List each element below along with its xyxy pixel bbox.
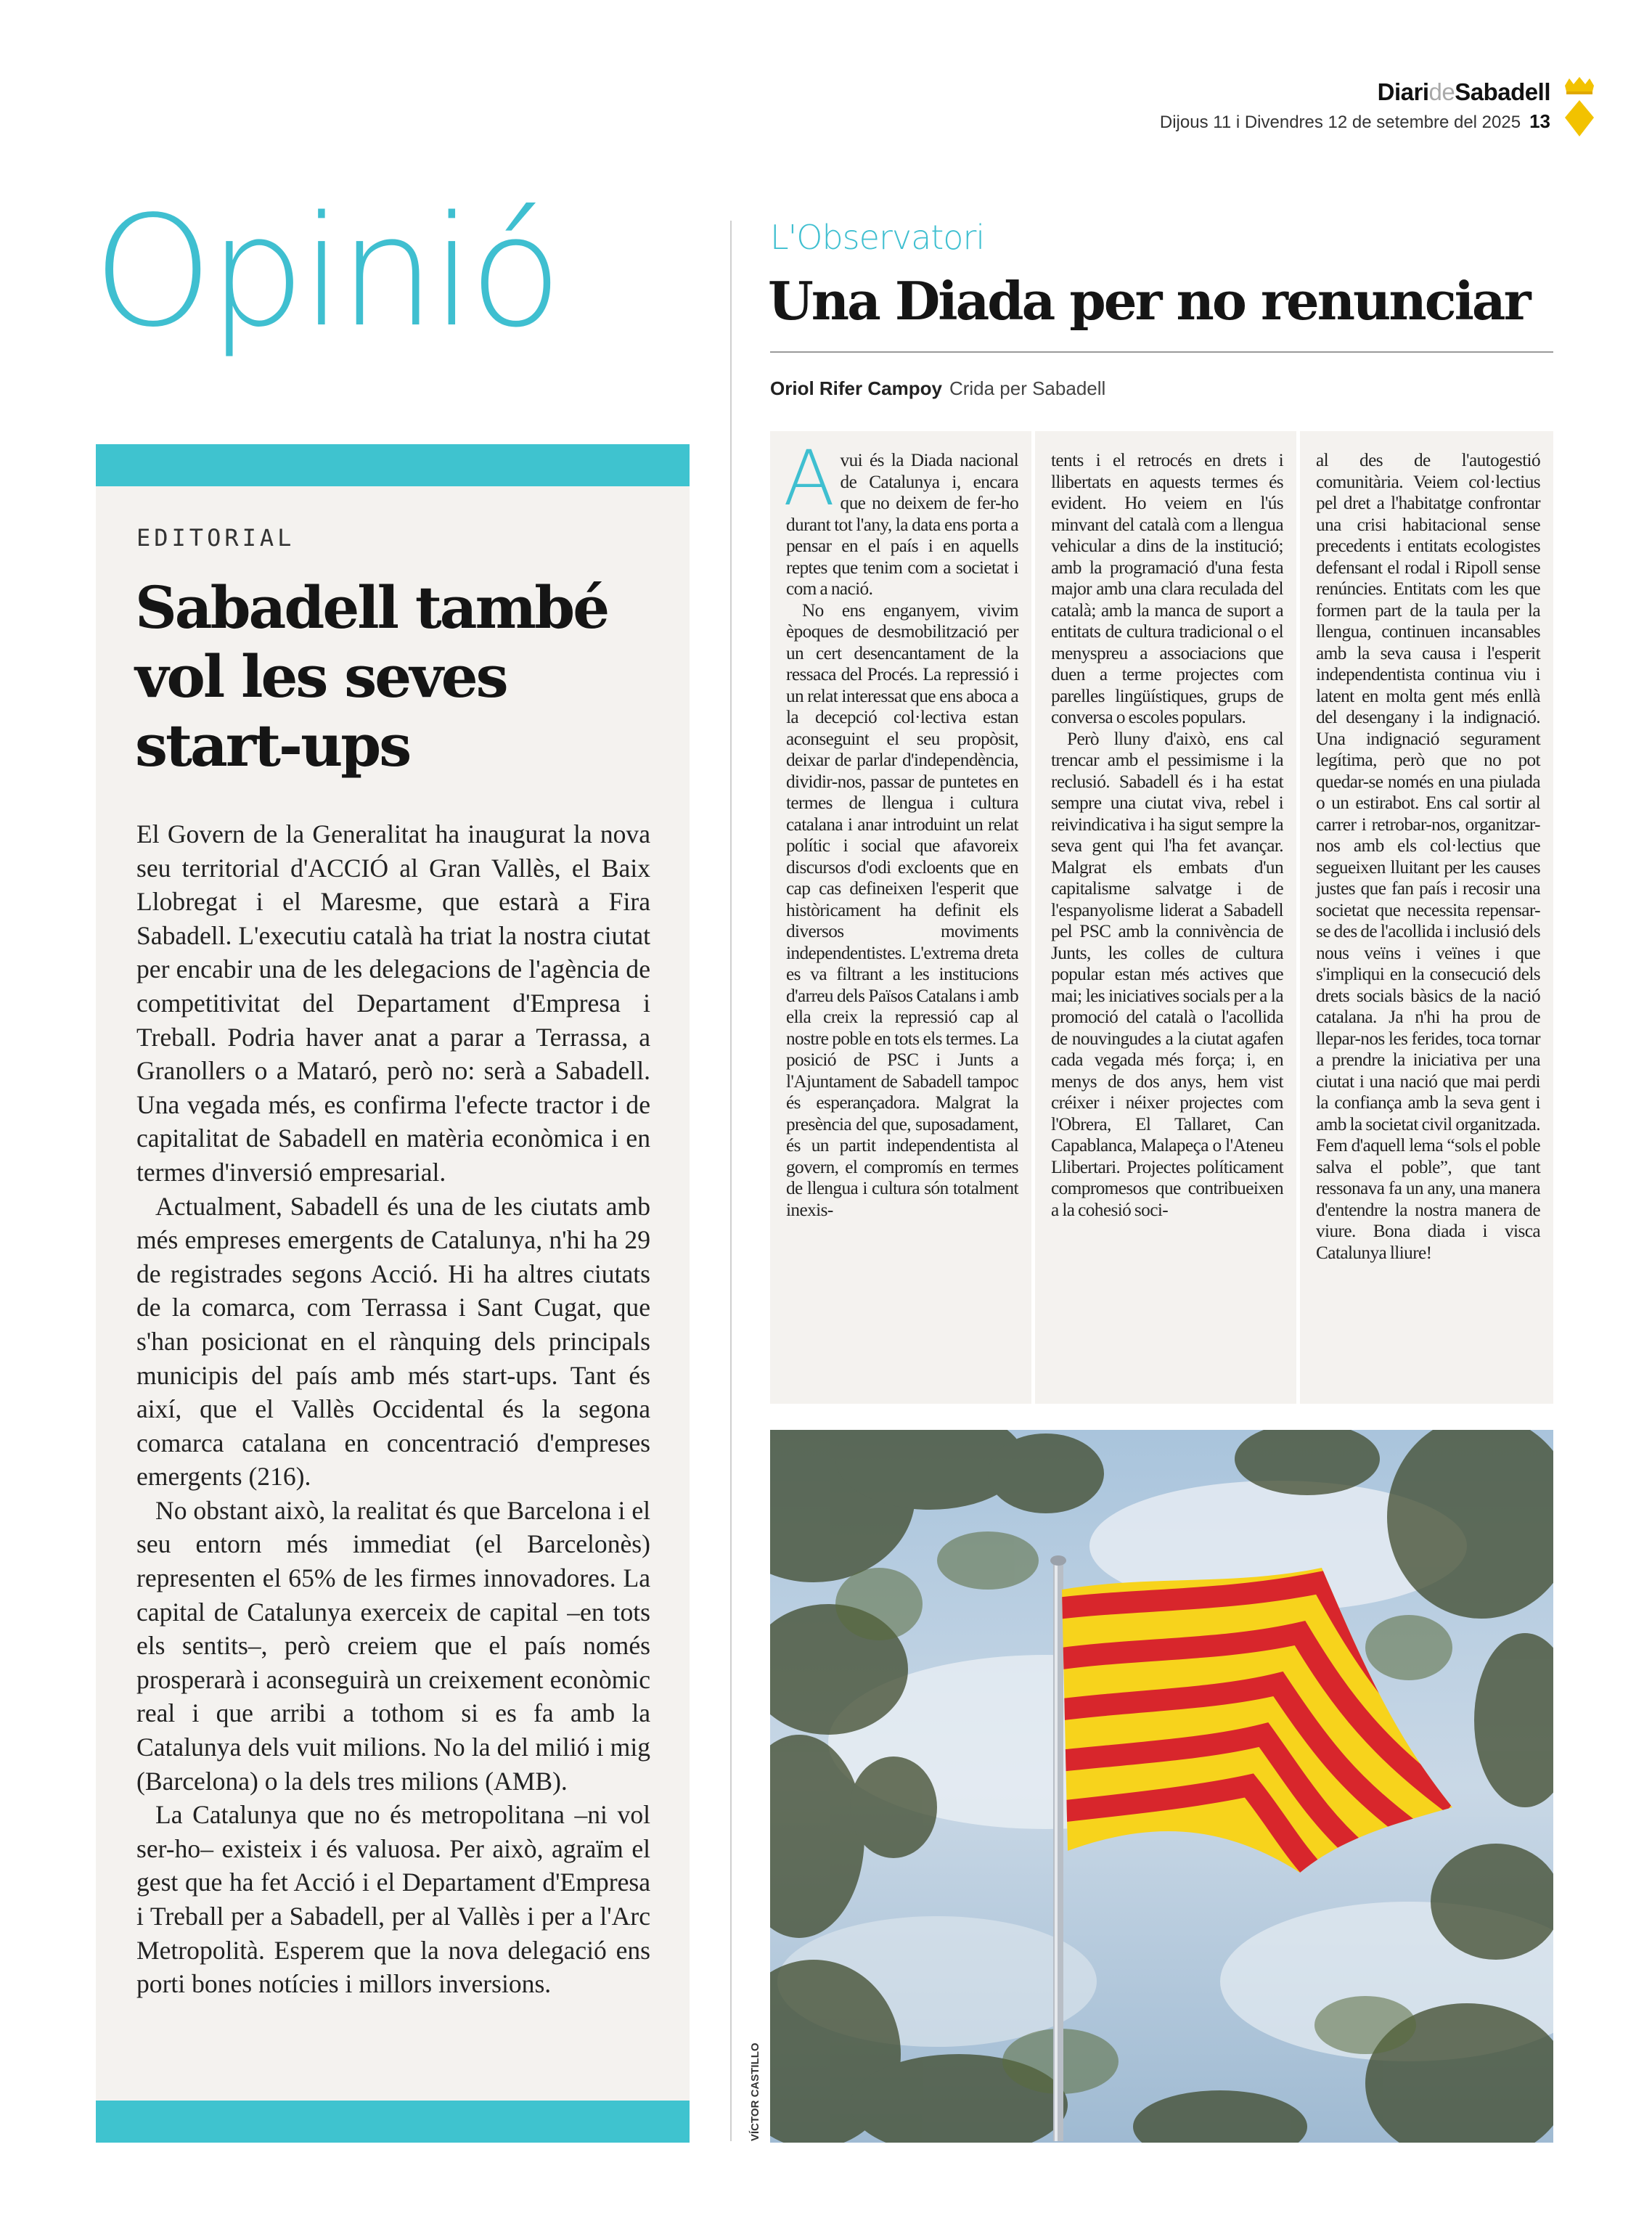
photo-credit: VÍCTOR CASTILLO — [749, 2042, 761, 2141]
masthead — [1160, 78, 1550, 133]
article-paragraph: No ens enganyem, vivim èpoques de desmobilització per un cert desencantament de la ressaca del Procés. La repressió i un relat interessat que ens aboca a la decepció col·lectiva estan aconseguint el seu propòsit, deixar de parlar d'independència, dividir-nos, passar de puntetes en termes de llengua i cultura catalana i anar introduint un relat polític i social que afavoreix discursos d'odi excloents que en cap cas defineixen l'esperit que històricament ha definit els diversos moviments independentistes. L'extrema dreta es va filtrant a les institucions d'arreu dels Països Catalans i amb ella creix la repressió cap al nostre poble en tots els termes. La posició de PSC i Junts a l'Ajuntament de Sabadell tampoc és esperançadora. Malgrat la presència del que, suposadament, és un partit independentista al govern, el compromís en termes de llengua i cultura són totalment inexis- — [786, 600, 1018, 1220]
article-column-2 — [1035, 431, 1296, 1404]
article-paragraph: Però lluny d'això, ens cal trencar amb el pessimisme i la reclusió. Sabadell és i ha estat sempre una ciutat viva, rebel i reivindicativa i ha sigut sempre la seva gent qui l'ha fet avançar. Malgrat els embats d'un capitalisme salvatge i de l'espanyolisme liderat a Sabadell pel PSC amb la connivència de Junts, les colles de cultura popular estan més actives que mai; les iniciatives socials per a la promoció del català o l'acollida de nouvingudes a la ciutat agafen cada vegada més força; i, en menys de dos anys, hem vist créixer i néixer projectes com l'Obrera, El Tallaret, Can Capablanca, Malapeça o l'Ateneu Llibertari. Projectes políticament compromesos que contribueixen a la cohesió soci- — [1051, 728, 1283, 1220]
drop-cap: A — [783, 434, 835, 523]
dateline: Dijous 11 i Divendres 12 de setembre del 2025 13 — [1159, 110, 1550, 132]
flag-photo — [770, 1430, 1553, 2143]
editorial-kicker: EDITORIAL — [136, 524, 295, 552]
brand-logo: DiarideSabadell — [1377, 78, 1550, 105]
observatori-headline: Una Diada per no renunciar — [768, 270, 1529, 332]
editorial-paragraph: El Govern de la Generalitat ha inaugurat la nova seu territorial d'ACCIÓ al Gran Vallès, el Baix Llobregat i el Maresme, que estarà a Fira Sabadell. L'executiu català ha triat la nostra ciutat per encabir una de les delegacions de l'agència de competitivitat del Departament d'Empresa i Treball. Podria haver anat a parar a Terrassa, a Granollers o a Mataró, però no: serà a Sabadell. Una vegada més, es confirma l'efecte tractor i de capitalitat de Sabadell en matèria econòmica i en termes d'inversió empresarial. — [136, 819, 650, 1187]
editorial-paragraph: La Catalunya que no és metropolitana –ni vol ser-ho– existeix i és valuosa. Per això, agraïm el gest que ha fet Acció i el Departament d'Empresa i Treball per a Sabadell, per al Vallès i per a l'Arc Metropolità. Esperem que la nova delegació ens porti bones notícies i millors inversions. — [136, 1800, 650, 1999]
byline — [770, 377, 1105, 400]
article-paragraph: tents i el retrocés en drets i llibertats en aquests termes és evident. Ho veiem en l'ús minvant del català com a llengua vehicular a dins de la institució; amb la programació d'una festa major amb una clara reculada del català; amb la manca de suport a entitats de cultura tradicional o el menyspreu a associacions que duen a terme projectes com parelles lingüístiques, grups de conversa o escoles populars. — [1051, 450, 1283, 727]
editorial-body — [136, 817, 650, 2001]
editorial-paragraph: Actualment, Sabadell és una de les ciutats amb més empreses emergents de Catalunya, n'hi ha 29 de registrades segons Acció. Hi ha altres ciutats de la comarca, com Terrassa i Sant Cugat, que s'han posicionat en el rànquing dels principals municipis del país amb més start-ups. Tant és així, que el Vallès Occidental és la segona comarca catalana en concentració d'empreses emergents (216). — [136, 1191, 650, 1492]
editorial-top-bar — [96, 444, 690, 486]
author-affiliation: Crida per Sabadell — [949, 377, 1106, 399]
observatori-kicker: L'Observatori — [770, 218, 985, 257]
page-number: 13 — [1529, 110, 1550, 132]
article-column-1 — [770, 431, 1031, 1404]
editorial-paragraph: No obstant això, la realitat és que Barcelona i el seu entorn més immediat (el Barcelonès) representen el 65% de les firmes innovadores. La capital de Catalunya exerceix de capital –en tots els sentits–, però creiem que el país només prosperarà i aconseguirà un creixement econòmic real i que arribi a tothom si es fa amb la Catalunya dels vuit milions. No la del milió i mig (Barcelona) o la dels tres milions (AMB). — [136, 1495, 650, 1796]
editorial-headline: Sabadell també vol les seves start-ups — [135, 573, 608, 780]
editorial-bottom-bar — [96, 2101, 690, 2143]
article-paragraph: al des de l'autogestió comunitària. Veiem col·lectius pel dret a l'habitatge confrontar una crisi habitacional sense precedents i entitats ecologistes defensant el rodal i Ripoll sense renúncies. Entitats com les que formen part de la taula per la llengua, continuen incansables amb la seva causa i l'esperit independentista continua viu i latent en molta gent més enllà del desengany i la indignació. Una indignació segurament legítima, però que no pot quedar-se només en una piulada o un estirabot. Ens cal sortir al carrer i retrobar-nos, organitzar-nos amb els col·lectius que segueixen lluitant per les causes justes que fan país i recosir una societat que necessita repensar-se des de l'acollida i inclusió dels nous veïns i veïnes i que s'impliqui en la consecució dels drets socials bàsics de la nació catalana. Ja n'hi ha prou de llepar-nos les ferides, toca tornar a prendre la iniciativa per una ciutat i una nació que mai perdi la confiança amb la seva gent i amb la societat civil organitzada. Fem d'aquell lema “sols el poble salva el poble”, que tant ressonava fa un any, una manera d'entendre la nostra manera de viure. Bona diada i visca Catalunya lliure! — [1316, 450, 1540, 1263]
author-name: Oriol Rifer Campoy — [770, 377, 942, 399]
crest-icon — [1562, 75, 1597, 141]
section-title: Opinió — [93, 183, 558, 361]
column-divider — [730, 221, 732, 2141]
headline-rule — [770, 351, 1553, 353]
article-column-3 — [1300, 431, 1553, 1404]
article-paragraph: Avui és la Diada nacional de Catalunya i, encara que no deixem de fer-ho durant tot l'any, la data ens porta a pensar en el país i en aquells reptes que tenim com a societat i com a nació. — [783, 434, 1018, 599]
senyera-flag-image — [770, 1430, 1553, 2143]
